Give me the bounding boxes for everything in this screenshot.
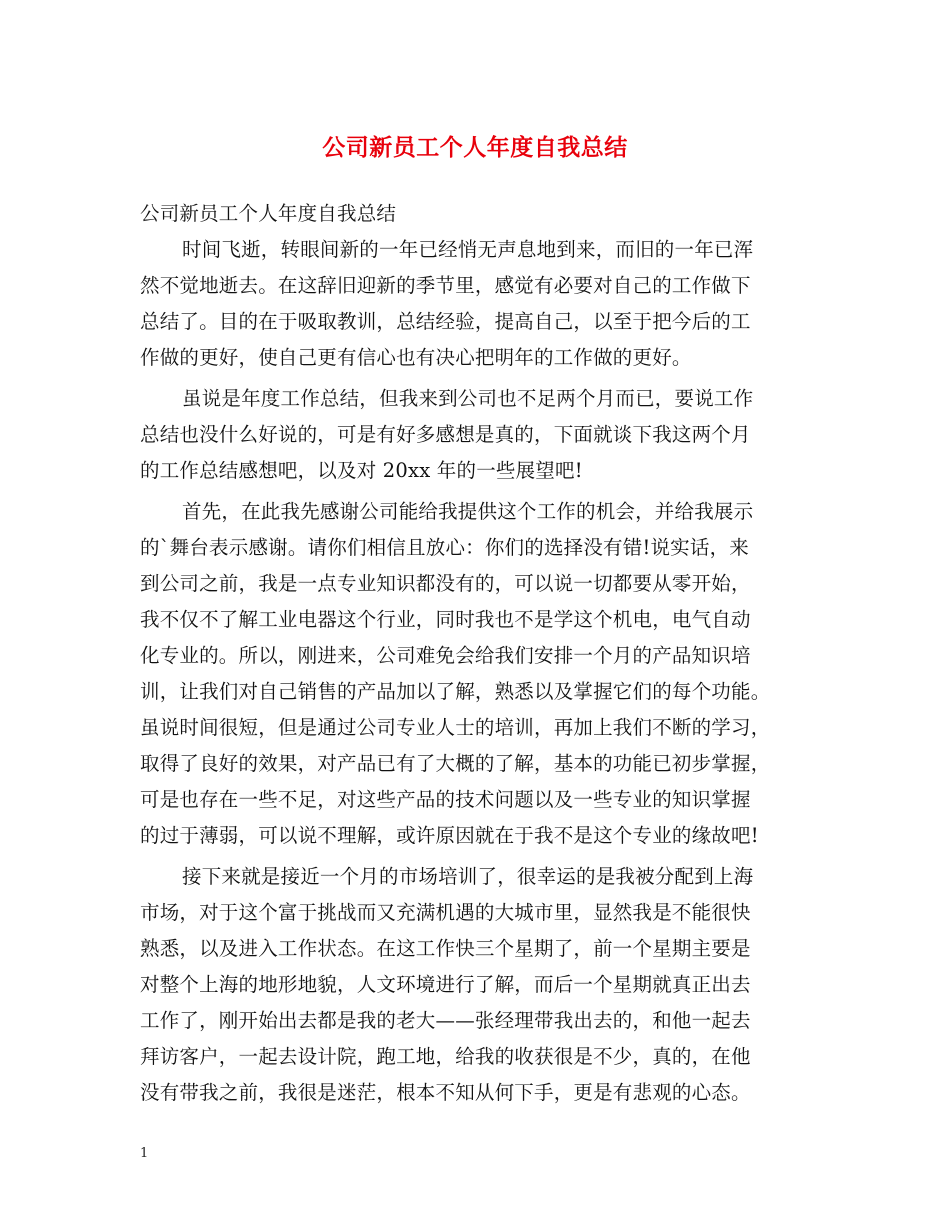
paragraph-line: 取得了良好的效果，对产品已有了大概的了解，基本的功能已初步掌握， [140, 752, 771, 775]
paragraph-line: 工作了，刚开始出去都是我的老大——张经理带我出去的，和他一起去 [140, 1009, 751, 1032]
paragraph-line: 可是也存在一些不足，对这些产品的技术问题以及一些专业的知识掌握 [140, 788, 751, 811]
page-number: 1 [140, 1146, 149, 1161]
paragraph-line: 化专业的。所以，刚进来，公司难免会给我们安排一个月的产品知识培 [140, 644, 751, 667]
paragraph-line: 总结了。目的在于吸取教训，总结经验，提高自己，以至于把今后的工 [140, 310, 751, 333]
paragraph-line: 时间飞逝，转眼间新的一年已经悄无声息地到来，而旧的一年已浑 [182, 238, 754, 261]
paragraph-4 [140, 859, 824, 1111]
paragraph-2 [140, 381, 824, 489]
document-subtitle: 公司新员工个人年度自我总结 [140, 202, 397, 225]
paragraph-line: 拜访客户，一起去设计院，跑工地，给我的收获很是不少，真的，在他 [140, 1045, 751, 1068]
paragraph-line: 然不觉地逝去。在这辞旧迎新的季节里，感觉有必要对自己的工作做下 [140, 274, 751, 297]
paragraph-line: 的`舞台表示感谢。请你们相信且放心：你们的选择没有错!说实话，来 [140, 536, 749, 559]
paragraph-line: 虽说是年度工作总结，但我来到公司也不足两个月而已，要说工作 [182, 387, 754, 410]
paragraph-line: 虽说时间很短，但是通过公司专业人士的培训，再加上我们不断的学习， [140, 716, 771, 739]
paragraph-line: 接下来就是接近一个月的市场培训了，很幸运的是我被分配到上海 [182, 865, 754, 888]
paragraph-line: 训，让我们对自己销售的产品加以了解，熟悉以及掌握它们的每个功能。 [140, 680, 771, 703]
paragraph-line: 总结也没什么好说的，可是有好多感想是真的，下面就谈下我这两个月 [140, 423, 751, 446]
paragraph-line: 熟悉，以及进入工作状态。在这工作快三个星期了，前一个星期主要是 [140, 937, 751, 960]
paragraph-line: 对整个上海的地形地貌，人文环境进行了解，而后一个星期就真正出去 [140, 973, 751, 996]
paragraph-line: 的过于薄弱，可以说不理解，或许原因就在于我不是这个专业的缘故吧! [140, 824, 759, 847]
document-title: 公司新员工个人年度自我总结 [322, 134, 628, 161]
paragraph-line: 我不仅不了解工业电器这个行业，同时我也不是学这个机电，电气自动 [140, 608, 751, 631]
paragraph-3 [140, 494, 824, 854]
paragraph-line: 到公司之前，我是一点专业知识都没有的，可以说一切都要从零开始， [140, 572, 751, 595]
paragraph-line: 首先，在此我先感谢公司能给我提供这个工作的机会，并给我展示 [182, 500, 754, 523]
document-body [140, 196, 824, 1111]
paragraph-line: 市场，对于这个富于挑战而又充满机遇的大城市里，显然我是不能很快 [140, 901, 751, 924]
paragraph-line: 的工作总结感想吧，以及对 20xx 年的一些展望吧! [140, 459, 583, 482]
paragraph-line: 没有带我之前，我很是迷茫，根本不知从何下手，更是有悲观的心态。 [140, 1081, 751, 1104]
paragraph-1 [140, 232, 824, 376]
paragraph-line: 作做的更好，使自己更有信心也有决心把明年的工作做的更好。 [140, 346, 692, 369]
